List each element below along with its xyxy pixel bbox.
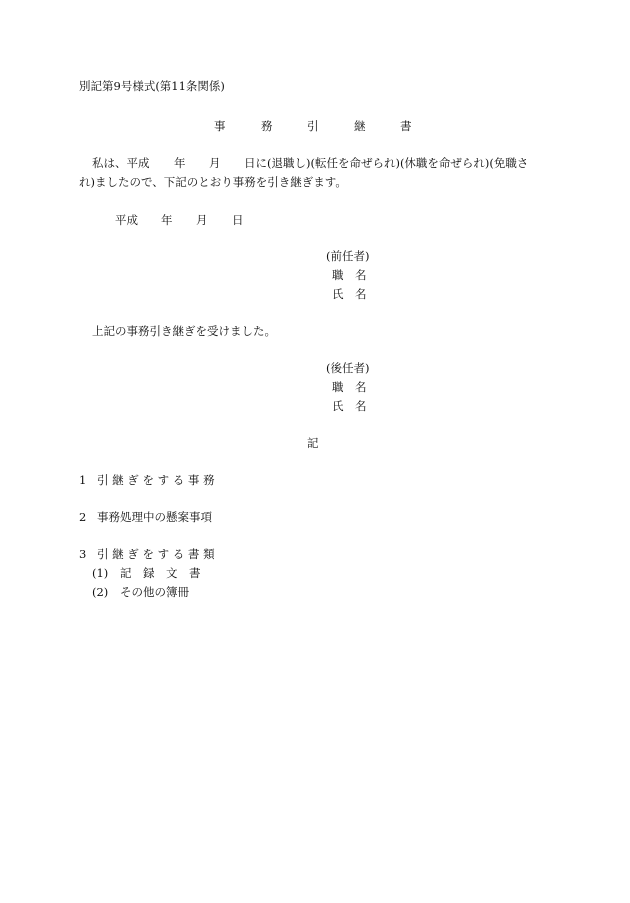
title-char-1: 事 xyxy=(214,119,226,133)
body-nen: 年 xyxy=(174,156,186,170)
successor-post-label: 職 名 xyxy=(332,380,367,394)
body-line2: れ)ましたので、下記のとおり事務を引き継ぎます。 xyxy=(79,175,347,189)
subitem-text: その他の簿冊 xyxy=(120,585,189,599)
item-number: 2 xyxy=(79,510,87,524)
date-nen: 年 xyxy=(161,213,173,227)
date-hi: 日 xyxy=(232,213,244,227)
item-number: 3 xyxy=(79,547,87,561)
title-char-5: 書 xyxy=(400,119,412,133)
item-text: 引 継 ぎ を す る 事 務 xyxy=(97,473,215,487)
predecessor-heading: (前任者) xyxy=(326,249,370,263)
subitem-text: 記 録 文 書 xyxy=(120,566,201,580)
predecessor-name-label: 氏 名 xyxy=(332,287,367,301)
successor-name-label: 氏 名 xyxy=(332,399,367,413)
successor-heading: (後任者) xyxy=(326,361,370,375)
title-char-4: 継 xyxy=(354,119,366,133)
subitem-number: (1) xyxy=(92,566,109,580)
date-era: 平成 xyxy=(115,213,138,227)
body-tsuki: 月 xyxy=(209,156,221,170)
receipt-text: 上記の事務引き継ぎを受けました。 xyxy=(92,324,276,338)
item-text: 引 継 ぎ を す る 書 類 xyxy=(97,547,215,561)
date-tsuki: 月 xyxy=(196,213,208,227)
body-line1-prefix: 私は、平成 xyxy=(92,156,150,170)
title-char-3: 引 xyxy=(307,119,319,133)
form-label: 別記第9号様式(第11条関係) xyxy=(79,79,225,93)
item-text: 事務処理中の懸案事項 xyxy=(97,510,212,524)
predecessor-post-label: 職 名 xyxy=(332,268,367,282)
subitem-number: (2) xyxy=(92,585,109,599)
body-line1-suffix: 日に(退職し)(転任を命ぜられ)(休職を命ぜられ)(免職さ xyxy=(244,156,529,170)
item-number: 1 xyxy=(79,473,87,487)
ki-heading: 記 xyxy=(307,436,319,450)
title-char-2: 務 xyxy=(261,119,273,133)
